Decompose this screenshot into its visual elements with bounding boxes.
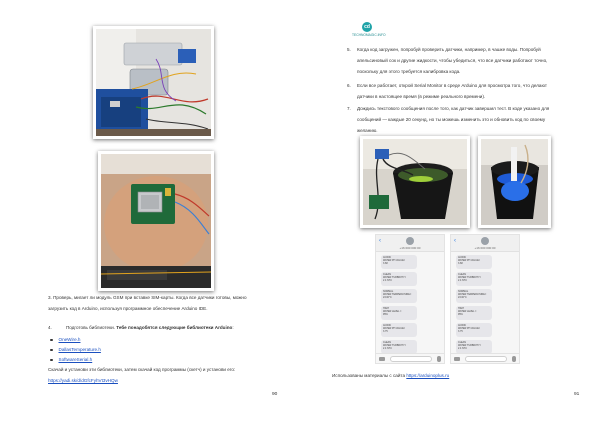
step-3-text: 3. Проверь, мигает ли модуль GSM при вставке SIM-карты. Когда все датчики готовы, можно xyxy=(48,295,247,300)
bullet-icon xyxy=(50,359,53,362)
message-input-bar xyxy=(451,353,519,363)
sms-bubble xyxy=(381,289,417,303)
microphone-icon[interactable] xyxy=(512,356,516,362)
sms-text: NORMAL WATER TEMPERATURE= 23.00°C xyxy=(458,290,487,299)
step-7-line: Дождись текстового сообщения после того, как датчик завершил тест. В коде указано для xyxy=(357,106,550,111)
sms-bubble xyxy=(381,340,417,354)
sms-text: ACIDIC WATER PH VALUE= 3.75 xyxy=(383,324,406,333)
step-3-continued: загрузить код в Arduino, используя программное обеспечение Arduino IDE. xyxy=(48,306,208,311)
avatar-icon xyxy=(406,237,414,245)
sms-text: ACIDIC WATER PH VALUE= 3.68 xyxy=(383,256,406,265)
sms-bubble xyxy=(456,340,492,354)
step-6-line: датчики в настоящее время (в режиме реального времени). xyxy=(357,94,486,99)
step-6-number: 6. xyxy=(347,83,351,88)
step-4-number: 4. xyxy=(48,325,52,330)
sms-text: ACIDIC WATER PH VALUE= 3.75 xyxy=(458,324,481,333)
sms-bubble xyxy=(381,306,417,320)
arduino-wiring-image xyxy=(96,29,211,136)
message-input-bar xyxy=(376,353,444,363)
step-5-line: апельсиновый сок и другие жидкости, чтобы убедиться, что все датчики работают точно, xyxy=(357,58,548,63)
sms-bubble xyxy=(456,323,492,337)
source-link[interactable]: https://arduinoplus.ru xyxy=(406,373,450,378)
step-7-line: сообщений — каждые 20 секунд, но ты можешь изменить это и обновить код по своему xyxy=(357,117,546,122)
sensor-cup-photo xyxy=(360,136,470,228)
bullet-icon xyxy=(50,349,53,352)
step-7-line: желанию. xyxy=(357,128,378,133)
logo-mark: cd xyxy=(362,22,372,32)
contact-number: +16 000 000 00 xyxy=(474,246,496,250)
arduino-wiring-photo xyxy=(93,26,214,139)
phone-header xyxy=(376,235,444,252)
sms-text: HIGH WATER LEVEL = 95% xyxy=(383,307,402,316)
sms-text: CLEAN WATER TURBIDITY= 2.4 NTU xyxy=(383,273,406,282)
page-number-left: 90 xyxy=(272,392,278,397)
step-5-line: Когда код загружен, попробуй проверить датчики, например, в чашке воды. Попробуй xyxy=(357,47,541,52)
phone-header xyxy=(451,235,519,252)
step-5-number: 5. xyxy=(347,47,351,52)
sensor-cup-blue-image xyxy=(481,139,548,225)
gsm-module-photo xyxy=(98,151,214,291)
bullet-icon xyxy=(50,339,53,342)
sms-text: NORMAL WATER TEMPERATURE= 23.00°C xyxy=(383,290,412,299)
step-4-text xyxy=(66,323,234,332)
library-link-dallastemperature[interactable]: DallasTemperature.h xyxy=(58,347,101,352)
library-item xyxy=(50,347,101,353)
source-credit xyxy=(332,371,449,380)
sms-text: HIGH WATER LEVEL = 95% xyxy=(458,307,477,316)
avatar-icon xyxy=(481,237,489,245)
camera-icon[interactable] xyxy=(454,357,460,361)
sms-bubble xyxy=(381,323,417,337)
sms-bubble xyxy=(381,272,417,286)
phone-screenshot-1 xyxy=(375,234,445,364)
back-icon: ‹ xyxy=(454,238,456,244)
sms-bubble xyxy=(456,289,492,303)
sms-bubble xyxy=(381,255,417,269)
sensor-cup-image xyxy=(363,139,467,225)
gsm-module-image xyxy=(101,154,211,288)
right-page xyxy=(300,0,600,424)
download-instruction: Скачай и установи эти библиотеки, затем скачай код программы (скетч) и установи его: xyxy=(48,367,236,372)
message-input[interactable] xyxy=(465,356,507,362)
sms-text: CLEAN WATER TURBIDITY= 2.4 NTU xyxy=(458,341,481,350)
source-credit-text: Использованы материалы с сайта xyxy=(332,373,407,378)
page-number-right: 91 xyxy=(574,392,580,397)
sms-text: CLEAN WATER TURBIDITY= 2.4 NTU xyxy=(383,341,406,350)
library-item xyxy=(50,357,92,363)
camera-icon[interactable] xyxy=(379,357,385,361)
microphone-icon[interactable] xyxy=(437,356,441,362)
step-4-colon: : xyxy=(232,325,234,330)
library-link-onewire[interactable]: OneWire.h xyxy=(58,337,81,342)
contact-number: +16 000 000 00 xyxy=(399,246,421,250)
sms-bubble xyxy=(456,306,492,320)
logo-text: TECHNOMAGIC.INFO xyxy=(352,33,386,37)
step-7-number: 7. xyxy=(347,106,351,111)
sensor-cup-blue-photo xyxy=(478,136,551,228)
step-6-line: Если все работает, открой Serial Monitor в среде Arduino для просмотра того, что делают xyxy=(357,83,547,88)
back-icon: ‹ xyxy=(379,238,381,244)
sms-bubble xyxy=(456,272,492,286)
download-link[interactable]: https://yadi.sk/d/dGfcFyhVt3vHQw xyxy=(48,378,118,383)
sms-bubble xyxy=(456,255,492,269)
step-4-bold: Тебе понадобятся следующие библиотеки Arduino xyxy=(116,325,233,330)
sms-text: ACIDIC WATER PH VALUE= 3.68 xyxy=(458,256,481,265)
step-4-intro: Подготовь библиотеки. xyxy=(66,325,115,330)
library-link-softwareserial[interactable]: SoftwareSerial.h xyxy=(58,357,93,362)
library-item xyxy=(50,337,80,343)
sms-text: CLEAN WATER TURBIDITY= 2.4 NTU xyxy=(458,273,481,282)
message-input[interactable] xyxy=(390,356,432,362)
step-5-line: поскольку для этого требуется калибровка кода. xyxy=(357,69,461,74)
phone-screenshot-2 xyxy=(450,234,520,364)
